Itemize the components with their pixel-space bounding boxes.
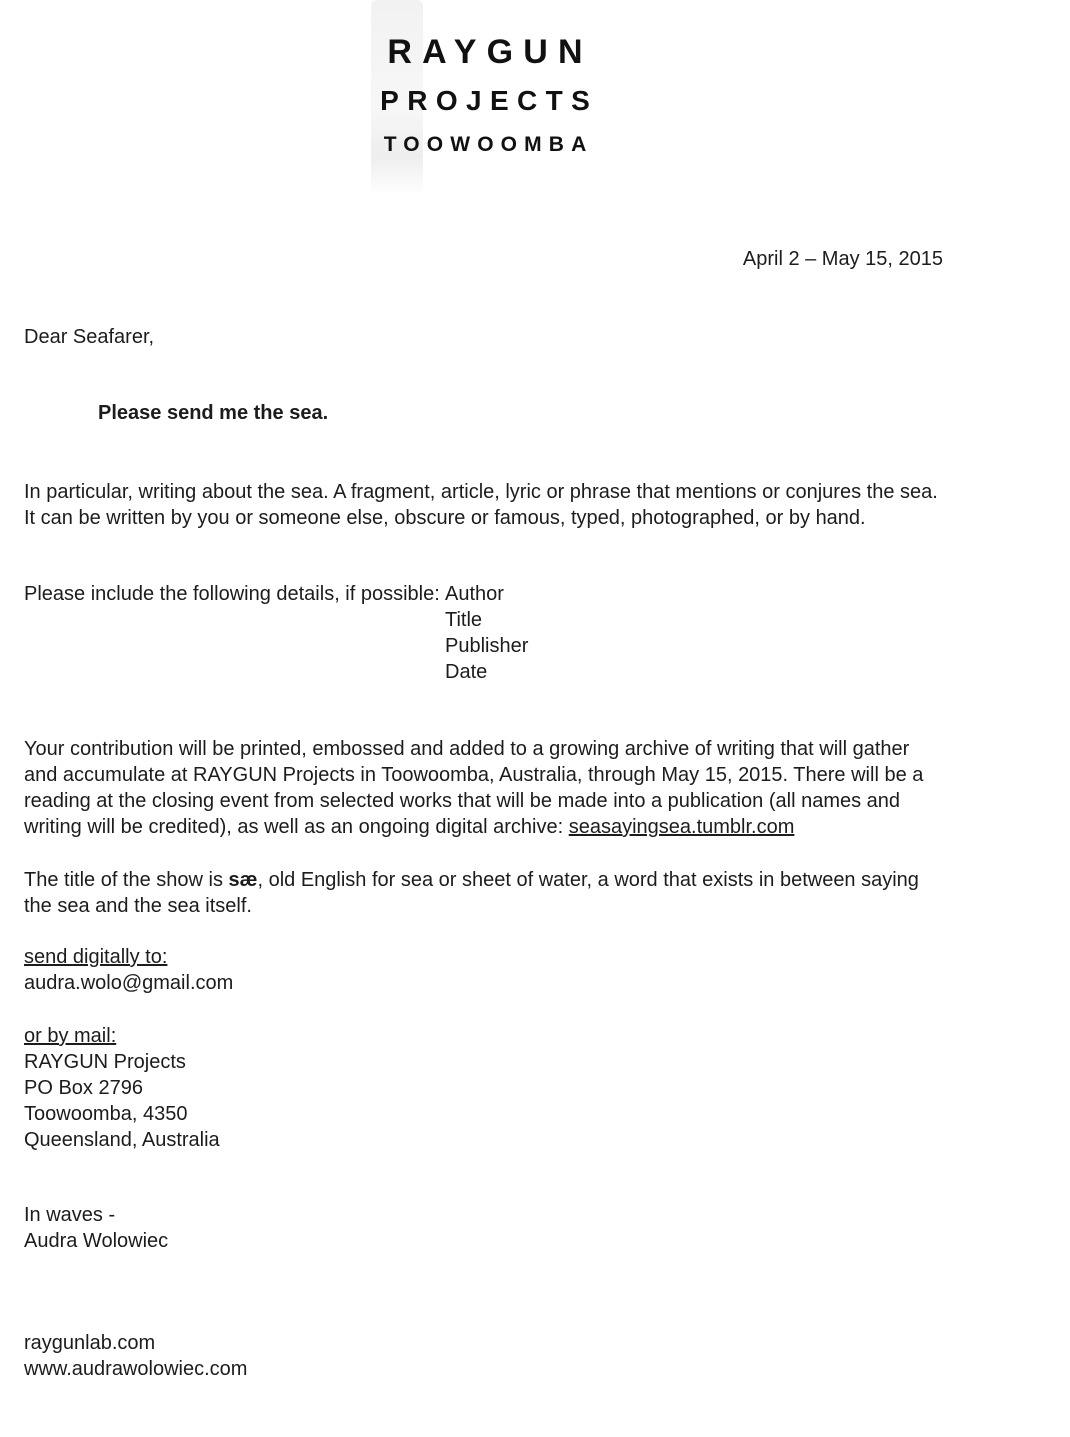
address-line-city: Toowoomba, 4350 <box>24 1103 188 1125</box>
show-title-line-2: the sea and the sea itself. <box>24 895 252 917</box>
mail-block <box>0 1023 1070 1153</box>
contribution-line-3: reading at the closing event from selected works that will be made into a publication (all names and <box>24 790 901 812</box>
tumblr-archive-link[interactable]: seasayingsea.tumblr.com <box>568 816 795 838</box>
details-item-date: Date <box>445 661 488 683</box>
or-by-mail-heading: or by mail: <box>24 1025 117 1047</box>
address-line-pobox: PO Box 2796 <box>24 1077 143 1099</box>
details-label: Please include the following details, if possible: <box>24 583 440 605</box>
footer-links <box>0 1330 1070 1382</box>
invitation-line-1: In particular, writing about the sea. A fragment, article, lyric or phrase that mentions or conjures the sea. <box>24 481 938 503</box>
details-request <box>0 581 1070 685</box>
paragraph-invitation <box>0 479 1070 531</box>
show-title-line-1 <box>24 867 1070 893</box>
signoff-line: In waves - <box>24 1204 116 1226</box>
signature-name: Audra Wolowiec <box>24 1230 169 1252</box>
show-title-word: sæ <box>228 869 258 891</box>
greeting: Dear Seafarer, <box>24 326 155 348</box>
details-item-title: Title <box>445 609 483 631</box>
raygunlab-url[interactable]: raygunlab.com <box>24 1332 156 1354</box>
details-item-publisher: Publisher <box>445 635 529 657</box>
contribution-line-1: Your contribution will be printed, embossed and added to a growing archive of writing that will gather <box>24 738 910 760</box>
paragraph-contribution <box>0 736 1070 840</box>
show-title-before: The title of the show is <box>24 869 229 891</box>
address-line-org: RAYGUN Projects <box>24 1051 186 1073</box>
contribution-line-4-text: writing will be credited), as well as an ongoing digital archive: <box>24 816 569 838</box>
letterhead-raygun: RAYGUN <box>387 33 593 71</box>
send-digitally-heading: send digitally to: <box>24 946 168 968</box>
send-digitally-block <box>0 944 1070 996</box>
contribution-line-4 <box>24 814 1070 840</box>
audrawolowiec-url[interactable]: www.audrawolowiec.com <box>24 1358 248 1380</box>
paragraph-show-title <box>0 867 1070 919</box>
show-title-after: , old English for sea or sheet of water, a word that exists in between saying <box>257 869 919 891</box>
letterhead-projects: PROJECTS <box>380 85 599 116</box>
request-line: Please send me the sea. <box>98 402 329 424</box>
details-items-list <box>445 581 528 685</box>
signoff <box>0 1202 1070 1254</box>
contribution-line-2: and accumulate at RAYGUN Projects in Toowoomba, Australia, through May 15, 2015. There will be a <box>24 764 924 786</box>
details-item-author: Author <box>445 583 504 605</box>
address-line-state: Queensland, Australia <box>24 1129 220 1151</box>
letterhead-toowoomba: TOOWOOMBA <box>383 133 594 156</box>
email-address[interactable]: audra.wolo@gmail.com <box>24 972 234 994</box>
invitation-line-2: It can be written by you or someone else, obscure or famous, typed, photographed, or by hand. <box>24 507 866 529</box>
letterhead <box>374 0 599 166</box>
exhibition-dates: April 2 – May 15, 2015 <box>742 248 943 270</box>
